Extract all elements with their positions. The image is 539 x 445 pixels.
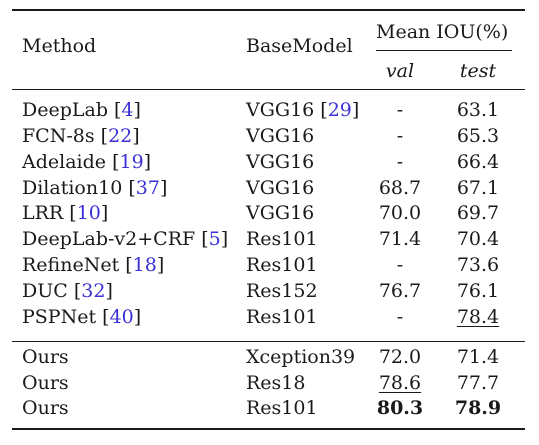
row-basemodel: VGG16 bbox=[246, 151, 315, 173]
header-mean-iou: Mean IOU(%) bbox=[376, 21, 509, 43]
row-method: FCN-8s [22] bbox=[22, 125, 140, 147]
row-basemodel: Res101 bbox=[246, 254, 318, 276]
row-test: 78.4 bbox=[456, 306, 500, 328]
row-val: - bbox=[396, 306, 404, 328]
row-method: Adelaide [19] bbox=[22, 151, 152, 173]
ours-val: 72.0 bbox=[378, 346, 422, 368]
row-test: 76.1 bbox=[456, 280, 500, 302]
header-basemodel: BaseModel bbox=[246, 35, 353, 57]
bottom-rule bbox=[12, 428, 525, 430]
header-test: test bbox=[459, 60, 497, 82]
ours-rule bbox=[12, 341, 525, 342]
top-rule bbox=[12, 9, 525, 11]
row-val: 71.4 bbox=[378, 228, 422, 250]
row-val: 68.7 bbox=[378, 177, 422, 199]
row-test: 65.3 bbox=[456, 125, 500, 147]
ours-basemodel: Res101 bbox=[246, 397, 318, 419]
row-test: 69.7 bbox=[456, 202, 500, 224]
row-method: Dilation10 [37] bbox=[22, 177, 168, 199]
row-test: 70.4 bbox=[456, 228, 500, 250]
row-basemodel: Res101 bbox=[246, 228, 318, 250]
row-val: 70.0 bbox=[378, 202, 422, 224]
row-method: DeepLab-v2+CRF [5] bbox=[22, 228, 229, 250]
ours-method: Ours bbox=[22, 397, 69, 419]
ours-test: 77.7 bbox=[456, 372, 500, 394]
ours-test: 78.9 bbox=[454, 397, 502, 419]
ours-basemodel: Res18 bbox=[246, 372, 306, 394]
header-val: val bbox=[385, 60, 415, 82]
row-method: RefineNet [18] bbox=[22, 254, 165, 276]
ours-test: 71.4 bbox=[456, 346, 500, 368]
row-test: 73.6 bbox=[456, 254, 500, 276]
ours-method: Ours bbox=[22, 372, 69, 394]
header-method: Method bbox=[22, 35, 97, 57]
row-method: DeepLab [4] bbox=[22, 99, 141, 121]
row-method: PSPNet [40] bbox=[22, 306, 142, 328]
row-basemodel: VGG16 [29] bbox=[246, 99, 360, 121]
row-basemodel: VGG16 bbox=[246, 202, 315, 224]
row-test: 66.4 bbox=[456, 151, 500, 173]
row-method: DUC [32] bbox=[22, 280, 113, 302]
row-val: - bbox=[396, 254, 404, 276]
row-test: 63.1 bbox=[456, 99, 500, 121]
mean-iou-cmidrule bbox=[376, 50, 512, 51]
row-val: - bbox=[396, 151, 404, 173]
row-method: LRR [10] bbox=[22, 202, 109, 224]
row-test: 67.1 bbox=[456, 177, 500, 199]
row-val: - bbox=[396, 125, 404, 147]
ours-basemodel: Xception39 bbox=[246, 346, 356, 368]
row-basemodel: VGG16 bbox=[246, 177, 315, 199]
header-rule bbox=[12, 89, 525, 90]
row-basemodel: VGG16 bbox=[246, 125, 315, 147]
ours-val: 78.6 bbox=[378, 372, 422, 394]
row-basemodel: Res152 bbox=[246, 280, 318, 302]
ours-method: Ours bbox=[22, 346, 69, 368]
row-val: 76.7 bbox=[378, 280, 422, 302]
row-val: - bbox=[396, 99, 404, 121]
ours-val: 80.3 bbox=[376, 397, 424, 419]
row-basemodel: Res101 bbox=[246, 306, 318, 328]
